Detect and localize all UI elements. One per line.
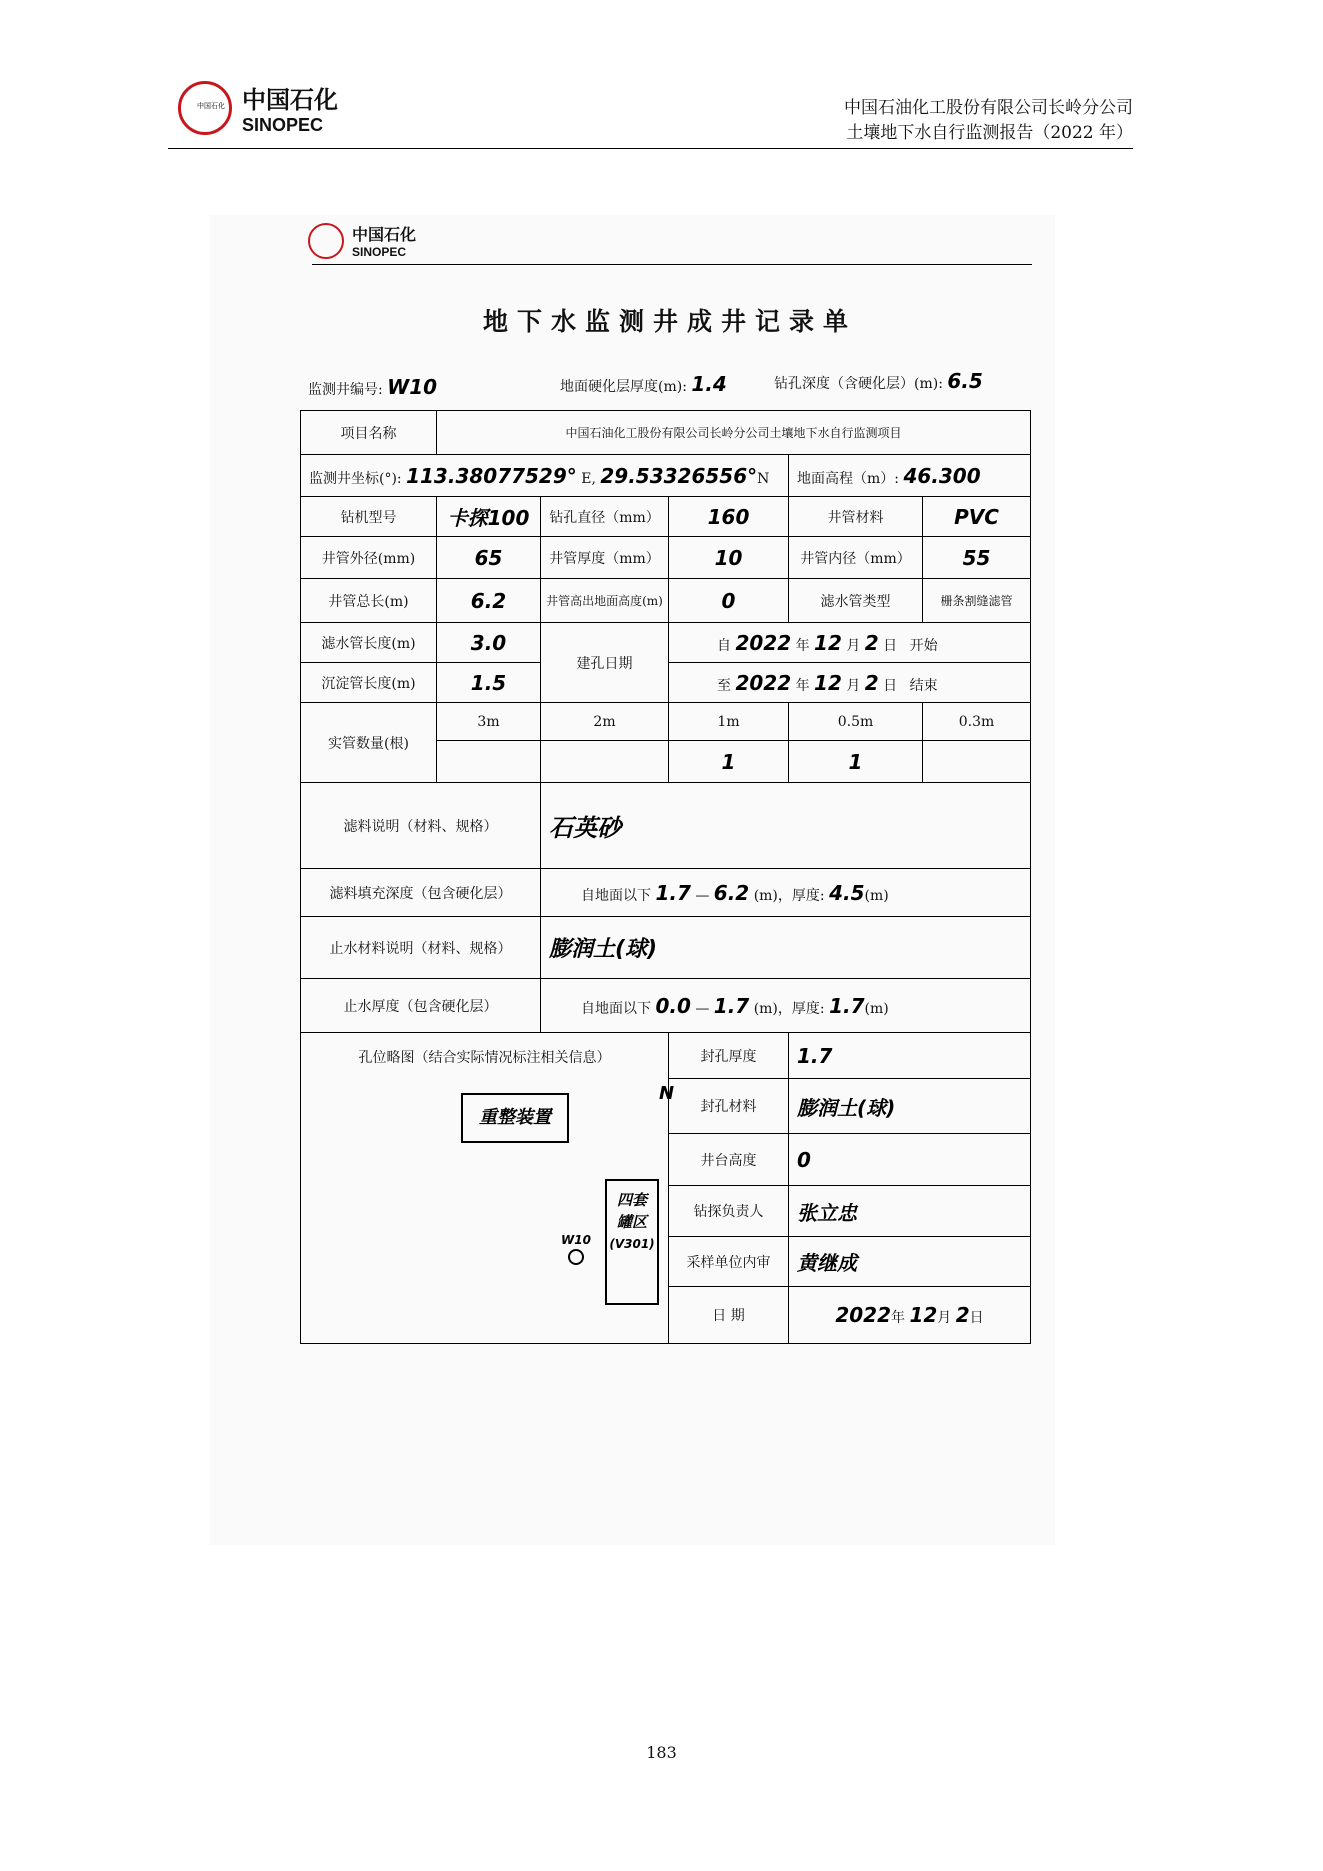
bore-dia-label: 钻孔直径（mm） bbox=[541, 497, 669, 537]
report-title: 土壤地下水自行监测报告（2022 年） bbox=[846, 123, 1133, 143]
pipe-mat-value: PVC bbox=[923, 497, 1031, 537]
pipe-od-label: 井管外径(mm) bbox=[301, 537, 437, 579]
date-day-word: 日 bbox=[969, 1310, 984, 1327]
filter-from: 1.7 bbox=[655, 880, 691, 905]
date-cell bbox=[789, 1287, 1031, 1344]
build-date-label: 建孔日期 bbox=[541, 623, 669, 703]
logo-small-text: 中国石化 bbox=[197, 102, 225, 110]
filter-thk-value: 4.5 bbox=[829, 880, 865, 905]
elev-value: 46.300 bbox=[903, 463, 981, 488]
date-month-word: 月 bbox=[937, 1310, 952, 1327]
drill-depth-value: 6.5 bbox=[947, 369, 983, 393]
company-name: 中国石油化工股份有限公司长岭分公司 bbox=[844, 98, 1133, 118]
form-header-rule bbox=[312, 264, 1032, 265]
logo-cn: 中国石化 bbox=[242, 86, 338, 114]
well-symbol-icon bbox=[568, 1249, 584, 1265]
pipe-above-label: 井管高出地面高度(m) bbox=[541, 579, 669, 623]
tank-line-2: 罐区 bbox=[616, 1213, 647, 1231]
seal-thickness-label: ，厚度: bbox=[777, 1000, 825, 1017]
start-year-word: 年 bbox=[795, 637, 810, 654]
sketch-north-mark: N bbox=[659, 1083, 675, 1104]
pipe-len-label: 井管总长(m) bbox=[301, 579, 437, 623]
form-logo-en: SINOPEC bbox=[352, 245, 407, 259]
well-no bbox=[308, 375, 437, 399]
end-month-word: 月 bbox=[846, 677, 861, 694]
rig-label: 钻机型号 bbox=[301, 497, 437, 537]
tank-line-1: 四套 bbox=[616, 1191, 647, 1209]
filter-desc-value: 石英砂 bbox=[541, 783, 1031, 869]
solid-pipe-head-0-3m: 0.3m bbox=[923, 703, 1031, 741]
solid-pipe-head-3m: 3m bbox=[437, 703, 541, 741]
seal-from: 0.0 bbox=[655, 993, 691, 1018]
sinopec-logo-icon bbox=[178, 81, 232, 135]
coord-e: 113.38077529° bbox=[406, 463, 577, 488]
plug-mat-value: 膨润土(球) bbox=[789, 1079, 1031, 1134]
well-no-value: W10 bbox=[387, 375, 438, 399]
start-month-word: 月 bbox=[846, 637, 861, 654]
coord-e-suffix: E, bbox=[581, 470, 596, 487]
build-start bbox=[669, 623, 1031, 663]
screen-type-label: 滤水管类型 bbox=[789, 579, 923, 623]
pipe-len-value: 6.2 bbox=[437, 579, 541, 623]
reviewer-value: 黄继成 bbox=[789, 1236, 1031, 1286]
end-to: 至 bbox=[717, 677, 731, 694]
elev-label: 地面高程（m）: bbox=[797, 470, 899, 487]
solid-pipe-head-0-5m: 0.5m bbox=[789, 703, 923, 741]
sketch-well-label: W10 bbox=[561, 1233, 591, 1247]
project-label: 项目名称 bbox=[301, 411, 437, 455]
coord-cell bbox=[301, 455, 789, 497]
drill-depth-label: 钻孔深度（含硬化层）(m): bbox=[774, 376, 943, 392]
screen-type-value: 栅条割缝滤管 bbox=[923, 579, 1031, 623]
pipe-above-value: 0 bbox=[669, 579, 789, 623]
drill-lead-label: 钻探负责人 bbox=[669, 1186, 789, 1236]
report-header bbox=[844, 96, 1133, 146]
pipe-id-value: 55 bbox=[923, 537, 1031, 579]
start-word: 开始 bbox=[909, 637, 938, 654]
start-day-word: 日 bbox=[883, 637, 898, 654]
coord-label: 监测井坐标(°): bbox=[309, 470, 402, 487]
pipe-thk-label: 井管厚度（mm） bbox=[541, 537, 669, 579]
sketch-unit-box: 重整装置 bbox=[461, 1093, 569, 1143]
start-from: 自 bbox=[717, 637, 731, 654]
filter-desc-label: 滤料说明（材料、规格） bbox=[301, 783, 541, 869]
pipe-mat-label: 井管材料 bbox=[789, 497, 923, 537]
form-title: 地下水监测井成井记录单 bbox=[482, 307, 857, 336]
platform-label: 井台高度 bbox=[669, 1133, 789, 1186]
plug-thk-label: 封孔厚度 bbox=[669, 1033, 789, 1079]
date-label: 日 期 bbox=[669, 1287, 789, 1344]
end-word: 结束 bbox=[909, 677, 938, 694]
plug-mat-label: 封孔材料 bbox=[669, 1079, 789, 1134]
start-month: 12 bbox=[814, 630, 842, 655]
filter-to: 6.2 bbox=[713, 880, 750, 905]
pipe-id-label: 井管内径（mm） bbox=[789, 537, 923, 579]
drill-depth bbox=[774, 369, 983, 393]
form-logo bbox=[308, 222, 416, 259]
start-year: 2022 bbox=[735, 630, 792, 655]
end-year-word: 年 bbox=[795, 677, 810, 694]
form-logo-icon bbox=[308, 223, 344, 259]
date-month: 12 bbox=[909, 1303, 938, 1328]
solid-pipe-count-0-5m: 1 bbox=[789, 741, 923, 783]
filter-thickness-label: ，厚度: bbox=[777, 887, 825, 904]
end-day-word: 日 bbox=[883, 677, 898, 694]
well-no-label: 监测井编号: bbox=[308, 382, 383, 398]
date-year-word: 年 bbox=[891, 1310, 905, 1327]
bore-dia-value: 160 bbox=[669, 497, 789, 537]
filter-thk-unit: (m) bbox=[864, 887, 889, 904]
well-record-table bbox=[300, 410, 1031, 1344]
drill-lead-value: 张立忠 bbox=[789, 1186, 1031, 1236]
sinopec-logo bbox=[178, 80, 338, 136]
project-name: 中国石油化工股份有限公司长岭分公司土壤地下水自行监测项目 bbox=[437, 411, 1031, 455]
sediment-len-label: 沉淀管长度(m) bbox=[301, 663, 437, 703]
build-end bbox=[669, 663, 1031, 703]
seal-thk-cell: 自地面以下 0.0 — 1.7 (m)，厚度: 1.7(m) bbox=[541, 979, 1031, 1033]
screen-len-label: 滤水管长度(m) bbox=[301, 623, 437, 663]
hardened-value: 1.4 bbox=[691, 372, 727, 396]
end-day: 2 bbox=[864, 670, 879, 695]
seal-mat-label: 止水材料说明（材料、规格） bbox=[301, 917, 541, 979]
filter-unit: (m) bbox=[753, 887, 778, 904]
sketch-label: 孔位略图（结合实际情况标注相关信息） bbox=[358, 1050, 611, 1066]
sediment-len-value: 1.5 bbox=[437, 663, 541, 703]
seal-thk-value: 1.7 bbox=[829, 993, 865, 1018]
hardened-layer bbox=[560, 372, 727, 396]
sketch-tank-box bbox=[605, 1179, 659, 1305]
solid-pipe-count-2m bbox=[541, 741, 669, 783]
plug-thk-value: 1.7 bbox=[789, 1033, 1031, 1079]
end-month: 12 bbox=[814, 670, 842, 695]
seal-thk-label: 止水厚度（包含硬化层） bbox=[301, 979, 541, 1033]
seal-to: 1.7 bbox=[713, 993, 750, 1018]
solid-pipe-count-1m: 1 bbox=[669, 741, 789, 783]
pipe-od-value: 65 bbox=[437, 537, 541, 579]
sketch-cell bbox=[301, 1033, 675, 1344]
seal-unit: (m) bbox=[753, 1000, 778, 1017]
filter-depth-label: 滤料填充深度（包含硬化层） bbox=[301, 869, 541, 917]
screen-len-value: 3.0 bbox=[437, 623, 541, 663]
start-day: 2 bbox=[864, 630, 879, 655]
seal-mat-value: 膨润土(球) bbox=[541, 917, 1031, 979]
solid-pipe-head-2m: 2m bbox=[541, 703, 669, 741]
solid-pipe-head-1m: 1m bbox=[669, 703, 789, 741]
page-number: 183 bbox=[646, 1743, 677, 1762]
end-year: 2022 bbox=[735, 670, 792, 695]
solid-pipe-label: 实管数量(根) bbox=[301, 703, 437, 783]
reviewer-label: 采样单位内审 bbox=[669, 1236, 789, 1286]
seal-below-ground: 自地面以下 bbox=[581, 1000, 651, 1017]
date-year: 2022 bbox=[835, 1303, 891, 1328]
platform-value: 0 bbox=[789, 1133, 1031, 1186]
pipe-thk-value: 10 bbox=[669, 537, 789, 579]
seal-thk-unit: (m) bbox=[864, 1000, 889, 1017]
date-day: 2 bbox=[955, 1303, 970, 1328]
rig-value: 卡探100 bbox=[437, 497, 541, 537]
solid-pipe-count-3m bbox=[437, 741, 541, 783]
sketch-area bbox=[301, 1033, 675, 1343]
solid-pipe-count-0-3m bbox=[923, 741, 1031, 783]
tank-line-3: (V301) bbox=[609, 1237, 655, 1251]
filter-depth-cell: 自地面以下 1.7 — 6.2 (m)，厚度: 4.5(m) bbox=[541, 869, 1031, 917]
hardened-label: 地面硬化层厚度(m): bbox=[560, 379, 687, 395]
header-rule bbox=[168, 148, 1133, 149]
coord-n: 29.53326556° bbox=[600, 463, 758, 488]
logo-en: SINOPEC bbox=[242, 115, 324, 135]
form-logo-cn: 中国石化 bbox=[352, 225, 417, 244]
sketch-well-mark bbox=[561, 1233, 591, 1265]
filter-below-ground: 自地面以下 bbox=[581, 887, 651, 904]
elevation-cell bbox=[789, 455, 1031, 497]
coord-n-suffix: N bbox=[757, 470, 770, 487]
